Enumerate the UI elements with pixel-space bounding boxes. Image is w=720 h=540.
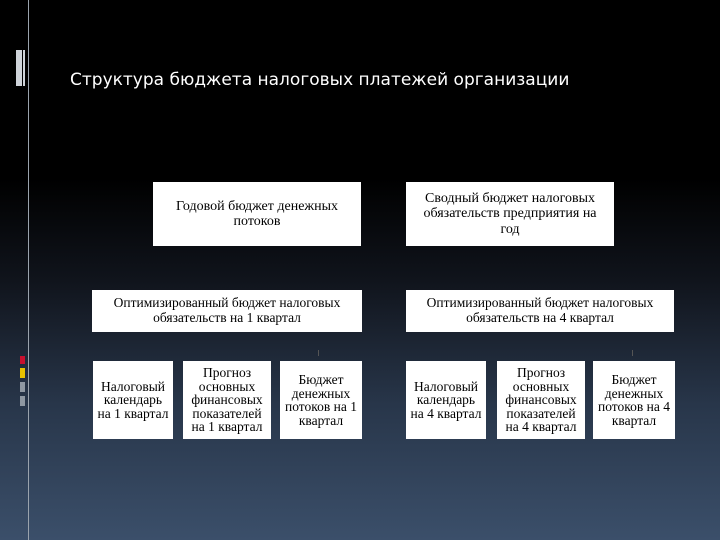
box-financial-forecast-q1: Прогноз основных финансовых показателей на 1 квартал	[183, 361, 271, 439]
box-financial-forecast-q4: Прогноз основных финансовых показателей на 4 квартал	[497, 361, 585, 439]
box-optimized-tax-budget-q4: Оптимизированный бюджет налоговых обязательств на 4 квартал	[406, 290, 674, 332]
left-divider-line	[28, 0, 29, 540]
box-annual-cash-flow-budget: Годовой бюджет денежных потоков	[153, 182, 361, 246]
connector-tick	[632, 350, 633, 356]
box-cash-flow-budget-q4: Бюджет денежных потоков на 4 квартал	[593, 361, 675, 439]
slide-title: Структура бюджета налоговых платежей организации	[70, 70, 570, 90]
side-accent-decoration	[20, 356, 28, 412]
box-cash-flow-budget-q1: Бюджет денежных потоков на 1 квартал	[280, 361, 362, 439]
box-optimized-tax-budget-q1: Оптимизированный бюджет налоговых обязательств на 1 квартал	[92, 290, 362, 332]
box-tax-calendar-q1: Налоговый календарь на 1 квартал	[93, 361, 173, 439]
connector-tick	[318, 350, 319, 356]
box-consolidated-tax-budget: Сводный бюджет налоговых обязательств предприятия на год	[406, 182, 614, 246]
title-decoration	[16, 50, 28, 86]
box-tax-calendar-q4: Налоговый календарь на 4 квартал	[406, 361, 486, 439]
